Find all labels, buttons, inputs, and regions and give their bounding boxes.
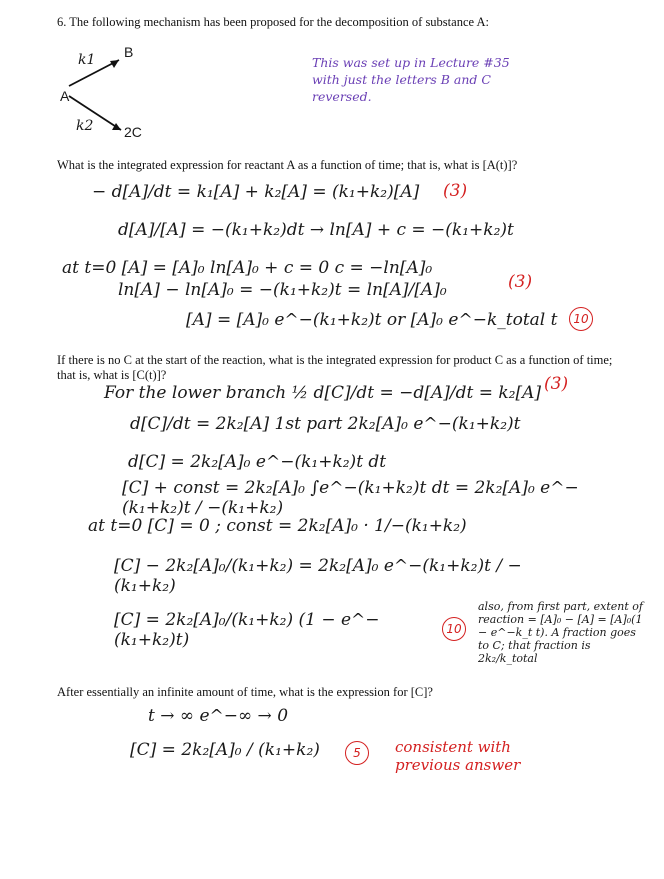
product-b: B <box>124 44 134 60</box>
part2-question: If there is no C at the start of the reaction, what is the integrated expression for product C as a function of time; that is, what is [C(t)]? <box>57 353 613 382</box>
work-a3: at t=0 [A] = [A]₀ ln[A]₀ + c = 0 c = −ln[A]₀ <box>62 258 433 278</box>
product-2c: 2C <box>124 124 142 140</box>
score-c1: (3) <box>544 374 569 394</box>
part1-question: What is the integrated expression for reactant A as a function of time; that is, what is [A(t)]? <box>57 158 518 172</box>
work-c7: [C] = 2k₂[A]₀/(k₁+k₂) (1 − e^−(k₁+k₂)t) <box>114 610 380 650</box>
rate-constant-k1: k1 <box>78 52 96 68</box>
part3-question: After essentially an infinite amount of time, what is the expression for [C]? <box>57 685 433 699</box>
work-inf1: t → ∞ e^−∞ → 0 <box>148 706 289 726</box>
question-header: 6. The following mechanism has been proposed for the decomposition of substance A: <box>57 15 489 29</box>
score-part3: 5 <box>345 741 369 765</box>
work-inf2: [C] = 2k₂[A]₀ / (k₁+k₂) <box>130 740 320 760</box>
side-note: also, from first part, extent of reaction = [A]₀ − [A] = [A]₀(1 − e^−k_t t). A fraction goes to C; that fraction is 2k₂/k_total <box>478 600 643 665</box>
score-part1: 10 <box>569 307 593 331</box>
score-part2: 10 <box>442 617 466 641</box>
work-c4: [C] + const = 2k₂[A]₀ ∫e^−(k₁+k₂)t dt = 2k₂[A]₀ e^−(k₁+k₂)t / −(k₁+k₂) <box>122 478 579 518</box>
work-c1: For the lower branch ½ d[C]/dt = −d[A]/dt = k₂[A] <box>104 383 542 403</box>
grader-comment: consistent with previous answer <box>395 738 521 774</box>
work-c6: [C] − 2k₂[A]₀/(k₁+k₂) = 2k₂[A]₀ e^−(k₁+k₂)t / −(k₁+k₂) <box>114 556 522 596</box>
work-c5: at t=0 [C] = 0 ; const = 2k₂[A]₀ · 1/−(k₁+k₂) <box>88 516 467 536</box>
work-a2: d[A]/[A] = −(k₁+k₂)dt → ln[A] + c = −(k₁+k₂)t <box>118 220 514 240</box>
work-c2: d[C]/dt = 2k₂[A] 1st part 2k₂[A]₀ e^−(k₁+k₂)t <box>130 414 521 434</box>
reactant-a: A <box>60 88 70 104</box>
lecture-note: This was set up in Lecture #35 with just the letters B and C reversed. <box>312 55 510 104</box>
work-a1: − d[A]/dt = k₁[A] + k₂[A] = (k₁+k₂)[A] <box>92 182 420 202</box>
work-a5: [A] = [A]₀ e^−(k₁+k₂)t or [A]₀ e^−k_total t <box>186 310 558 330</box>
score-a1: (3) <box>443 181 468 201</box>
score-a4: (3) <box>508 272 533 292</box>
work-c3: d[C] = 2k₂[A]₀ e^−(k₁+k₂)t dt <box>128 452 387 472</box>
work-a4: ln[A] − ln[A]₀ = −(k₁+k₂)t = ln[A]/[A]₀ <box>118 280 447 300</box>
rate-constant-k2: k2 <box>76 118 94 134</box>
